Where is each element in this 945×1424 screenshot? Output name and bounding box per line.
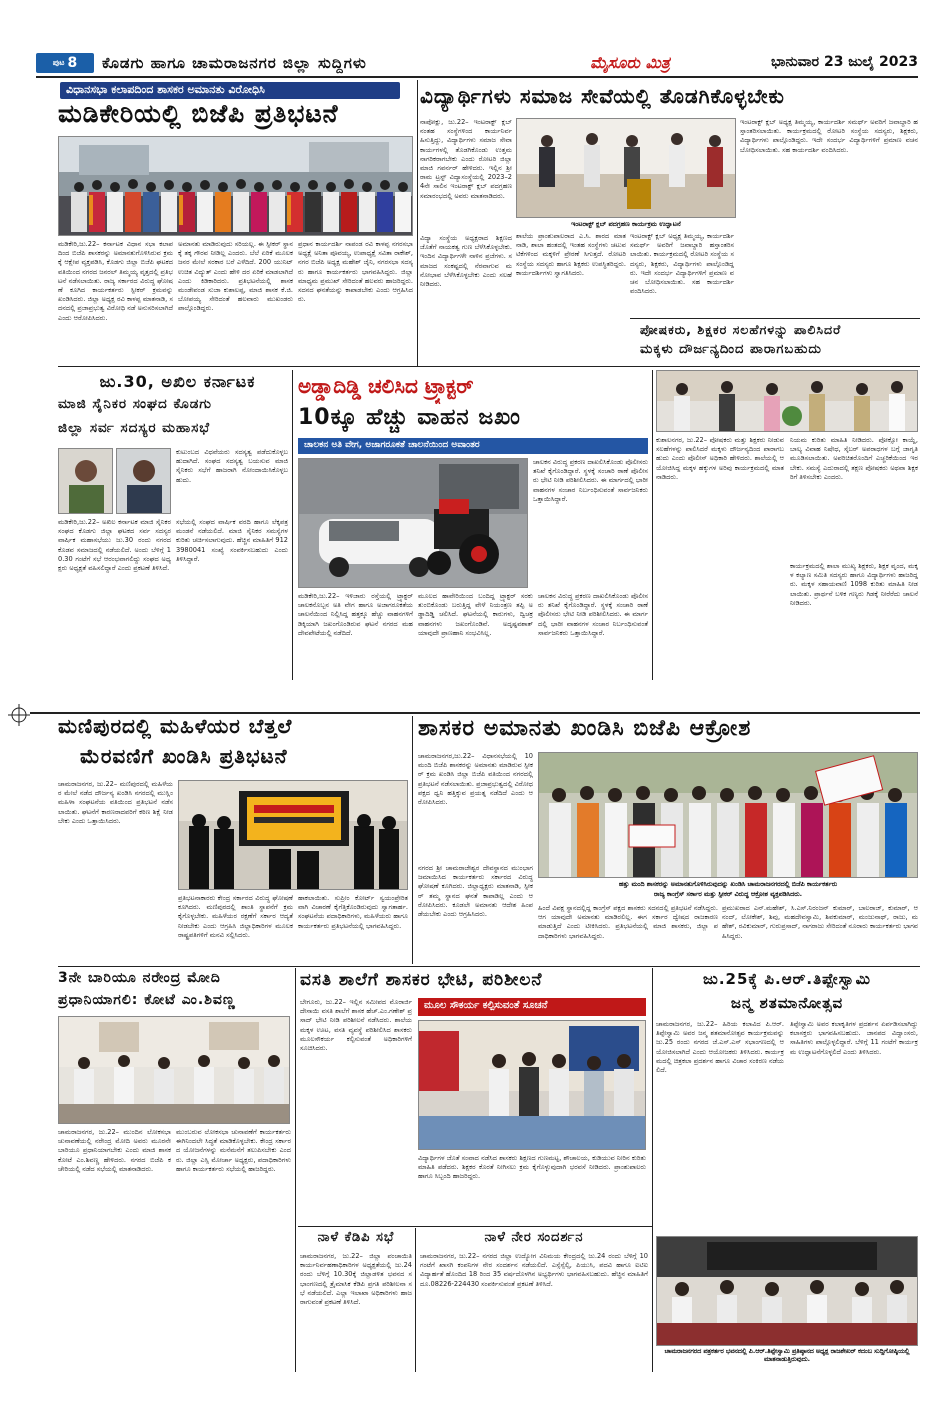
story3-headline-2: ಮಾಜಿ ಸೈನಿಕರ ಸಂಘದ ಕೊಡಗು (58, 396, 212, 412)
story4-body-c2: ಚಾಲಕನ ವಿರುದ್ಧ ಪ್ರಕರಣ ದಾಖಲಿಸಿಕೊಂಡು ಪೊಲೀಸರು ತನಿಖೆ ಕೈಗೊಂಡಿದ್ದಾರೆ. ಸ್ಥಳಕ್ಕೆ ಸಂಚಾರಿ ಠಾಣೆ ಪೊಲೀಸರು ಭೇಟಿ ನೀಡಿ ಪರಿಶೀಲಿಸಿದರು. ಈ ಮಾರ್ಗದಲ್ಲಿ ಭಾರೀ ವಾಹನಗಳ ಸಂಚಾರ ನಿರ್ಬಂಧಿಸುವಂತೆ ಸಾರ್ವಜನಿಕರು ಒತ್ತಾಯಿಸಿದ್ದಾರೆ. (538, 592, 648, 637)
story1-kicker: ವಿಧಾನಸಭಾ ಕಲಾಪದಿಂದ ಶಾಸಕರ ಅಮಾನತು ವಿರೋಧಿಸಿ (60, 82, 400, 99)
col-divider-2 (292, 370, 293, 680)
story4-subhead: ಚಾಲಕನ ಅತಿ ವೇಗ, ಅಜಾಗರೂಕತೆ ಚಾಲನೆಯಿಂದ ಅವಾಂತರ (298, 438, 648, 454)
story4-photo (298, 458, 528, 588)
story6-body-b: ಪ್ರತಿಭಟನಾಕಾರರು ಕೇಂದ್ರ ಸರ್ಕಾರದ ವಿರುದ್ಧ ಘೋಷಣೆ ಕೂಗಿದರು. ಮಣಿಪುರದಲ್ಲಿ ಶಾಂತಿ ಸ್ಥಾಪನೆಗೆ ಕ್ರಮ ಕೈಗೊಳ್ಳಬೇಕು. ಮಹಿಳೆಯರ ರಕ್ಷಣೆಗೆ ಸರ್ಕಾರ ಆದ್ಯತೆ ನೀಡಬೇಕು ಎಂದು ಆಗ್ರಹಿಸಿ ಜಿಲ್ಲಾಧಿಕಾರಿಗಳ ಮೂಲಕ ರಾಷ್ಟ್ರಪತಿಗಳಿಗೆ ಮನವಿ ಸಲ್ಲಿಸಿದರು. (178, 894, 293, 939)
story3-body-b: ಮಡಿಕೇರಿ,ಜು.22– ಅಖಿಲ ಕರ್ನಾಟಕ ಮಾಜಿ ಸೈನಿಕರ ಸಂಘದ ಕೊಡಗು ಜಿಲ್ಲಾ ಘಟಕದ ಸರ್ವ ಸದಸ್ಯರ ವಾರ್ಷಿಕ ಮಹಾಸಭೆಯು ಜು.30 ರಂದು ನಗರದ ಕೊಡವ ಸಮಾಜದಲ್ಲಿ ನಡೆಯಲಿದೆ. ಅಂದು ಬೆಳಿಗ್ಗೆ 10.30 ಗಂಟೆಗೆ ಸಭೆ ಆರಂಭವಾಗಲಿದ್ದು ಸಂಘದ ಅಧ್ಯಕ್ಷರು ಅಧ್ಯಕ್ಷತೆ ವಹಿಸಲಿದ್ದಾರೆ ಎಂದು ಪ್ರಕಟಣೆ ತಿಳಿಸಿದೆ. (58, 518, 171, 573)
col-divider-7 (652, 968, 653, 1372)
story3-body-a: ಕುಟುಂಬದ ವಿಧವೆಯರು ಸದಸ್ಯತ್ವ ಪಡೆದುಕೊಳ್ಳಬಹುದಾಗಿದೆ. ಸಂಘದ ಸದಸ್ಯತ್ವ ಬಯಸುವ ಮಾಜಿ ಸೈನಿಕರು ಸಭೆಗೆ ಹಾಜರಾಗಿ ನೋಂದಾಯಿಸಿಕೊಳ್ಳಬಹುದು. (176, 448, 288, 484)
portrait-image (117, 449, 171, 514)
bjp-meeting-image (59, 1017, 290, 1124)
story4-headline-1: ಅಡ್ಡಾದಿಡ್ಡಿ ಚಲಿಸಿದ ಟ್ರ್ಯಾಕ್ಟರ್ (298, 374, 474, 398)
story11-body: ಚಾಮರಾಜನಗರ, ಜು.22– ಜಿಲ್ಲಾ ಪಂಚಾಯಿತಿ ಕಾರ್ಯನಿರ್ವಹಣಾಧಿಕಾರಿಗಳ ಅಧ್ಯಕ್ಷತೆಯಲ್ಲಿ ಜು.24 ರಂದು ಬೆಳಿಗ್ಗೆ 10.30ಕ್ಕೆ ಜಿಲ್ಲಾಡಳಿತ ಭವನದ ಸಭಾಂಗಣದಲ್ಲಿ ತ್ರೈಮಾಸಿಕ ಕೆಡಿಪಿ ಪ್ರಗತಿ ಪರಿಶೀಲನಾ ಸಭೆ ನಡೆಯಲಿದೆ. ಎಲ್ಲಾ ಇಲಾಖಾ ಅಧಿಕಾರಿಗಳು ಹಾಜರಾಗುವಂತೆ ಪ್ರಕಟಣೆ ತಿಳಿಸಿದೆ. (300, 1252, 412, 1307)
color-bar-bottom (58, 1400, 118, 1408)
col-divider-3 (652, 370, 653, 680)
story9-photo (418, 1020, 646, 1150)
bjp-protest-image (539, 753, 918, 878)
section-rule-2 (58, 366, 920, 367)
story10-caption: ಚಾಮರಾಜನಗರದ ಪತ್ರಕರ್ತರ ಭವನದಲ್ಲಿ ಪಿ.ಆರ್.ತಿಪ್ಪೇಸ್ವಾಮಿ ಪ್ರತಿಷ್ಠಾನದ ಅಧ್ಯಕ್ಷ ರಾಜಶೇಖರ್ ಕದಂಬ ಸುದ್ದಿಗೋಷ್ಠಿಯಲ್ಲಿ ಮಾತನಾಡುತ್ತಿರುವುದು. (664, 1348, 910, 1363)
protest-crowd-image (59, 137, 413, 236)
page-label: ಪುಟ (52, 58, 65, 67)
story7-body-d: ಪ್ರಮುಖರಾದ ಎನ್.ಮಹೇಶ್, ಸಿ.ಎಸ್.ನಿರಂಜನ್ ಕುಮಾರ್, ಬಾಲರಾಜ್, ಕುಮಾರ್, ಆನಂದ್, ಲೋಕೇಶ್, ಶಿವು, ಮಹದೇವಸ್ವಾಮಿ, ಶಿವಕುಮಾರ್, ಮಂಜುನಾಥ್, ರಾಜು, ಮಹೇಶ್, ರವಿಕುಮಾರ್, ಗುರುಪ್ರಸಾದ್, ನಾಗರಾಜು ಸೇರಿದಂತೆ ನೂರಾರು ಕಾರ್ಯಕರ್ತರು ಭಾಗವಹಿಸಿದ್ದರು. (722, 904, 918, 940)
tractor-accident-image (299, 459, 528, 588)
registration-mark-icon (8, 704, 30, 726)
story9-subhead: ಮೂಲ ಸೌಕರ್ಯ ಕಲ್ಪಿಸುವಂತೆ ಸೂಚನೆ (418, 998, 646, 1016)
story1-photo (58, 136, 413, 236)
story2-body-d: ಇಂಟರಾಕ್ಟ್ ಕ್ಲಬ್ ಅಧ್ಯಕ್ಷ ತಿಮ್ಮಯ್ಯ, ಕಾರ್ಯದರ್ಶಿ ಸಮರ್ಥ್ ಅವರಿಗೆ ಜವಾಬ್ದಾರಿ ಹಸ್ತಾಂತರಿಸಲಾಯಿತು. ಕಾರ್ಯಕ್ರಮದಲ್ಲಿ ರೋಟರಿ ಸಂಸ್ಥೆಯ ಸದಸ್ಯರು, ಶಿಕ್ಷಕರು, ವಿದ್ಯಾರ್ಥಿಗಳು ಪಾಲ್ಗೊಂಡಿದ್ದರು. ಇದೇ ಸಂದರ್ಭ ವಿದ್ಯಾರ್ಥಿಗಳಿಗೆ ಪ್ರಮಾಣ ವಚನ ಬೋಧಿಸಲಾಯಿತು. ಸಹ ಕಾರ್ಯದರ್ಶಿ ವಂದಿಸಿದರು. (630, 232, 734, 296)
col-divider-5 (295, 968, 296, 1372)
story3-headline-1: ಜು.30, ಅಖಿಲ ಕರ್ನಾಟಕ (99, 372, 256, 391)
col-divider-6 (415, 1228, 416, 1372)
story1-body-col1: ಮಡಿಕೇರಿ,ಜು.22– ಕರ್ನಾಟಕ ವಿಧಾನ ಸಭಾ ಕಲಾಪದಿಂದ ಬಿಜೆಪಿ ಶಾಸಕರನ್ನು ಅಮಾನತುಗೊಳಿಸಿರುವ ಕ್ರಮಕ್ಕೆ ಆಕ್ಷೇಪ ವ್ಯಕ್ತಪಡಿಸಿ, ಕೊಡಗು ಜಿಲ್ಲಾ ಬಿಜೆಪಿ ಘಟಕದ ವತಿಯಿಂದ ನಗರದ ಜನರಲ್ ತಿಮ್ಮಯ್ಯ ವೃತ್ತದಲ್ಲಿ ಪ್ರತಿಭಟನೆ ನಡೆಸಲಾಯಿತು. ರಾಜ್ಯ ಸರ್ಕಾರದ ವಿರುದ್ಧ ಘೋಷಣೆ ಕೂಗಿದ ಕಾರ್ಯಕರ್ತರು ಸ್ಪೀಕರ್ ಕ್ರಮವನ್ನು ಖಂಡಿಸಿದರು. ಜಿಲ್ಲಾ ಅಧ್ಯಕ್ಷ ರವಿ ಕಾಳಪ್ಪ ಮಾತನಾಡಿ, ಸದನದಲ್ಲಿ ಪ್ರಜಾಪ್ರಭುತ್ವ ವಿರೋಧಿ ನಡೆ ಅನುಸರಿಸಲಾಗಿದೆ ಎಂದು ಆರೋಪಿಸಿದರು. (58, 240, 173, 322)
story7-caption-1: ಹತ್ತು ಮಂದಿ ಶಾಸಕರನ್ನು ಅಮಾನತುಗೊಳಿಸಿರುವುದನ್ನು ಖಂಡಿಸಿ ಚಾಮರಾಜನಗರದಲ್ಲಿ ಬಿಜೆಪಿ ಕಾರ್ಯಕರ್ತರು (618, 880, 838, 888)
story9-body-b: ವಿದ್ಯಾರ್ಥಿಗಳ ಜೊತೆ ಸಂವಾದ ನಡೆಸಿದ ಶಾಸಕರು ಶಿಕ್ಷಣದ ಗುಣಮಟ್ಟ, ಶೌಚಾಲಯ, ಕುಡಿಯುವ ನೀರಿನ ಕುರಿತು ಮಾಹಿತಿ ಪಡೆದರು. ಶಿಕ್ಷಕರ ಕೊರತೆ ನೀಗಿಸಲು ಕ್ರಮ ಕೈಗೊಳ್ಳುವುದಾಗಿ ಭರವಸೆ ನೀಡಿದರು. ಪ್ರಾಂಶುಪಾಲರು ಹಾಗೂ ಸಿಬ್ಬಂದಿ ಹಾಜರಿದ್ದರು. (418, 1154, 646, 1181)
story12-body: ಚಾಮರಾಜನಗರ, ಜು.22– ನಗರದ ಜಿಲ್ಲಾ ಉದ್ಯೋಗ ವಿನಿಮಯ ಕೇಂದ್ರದಲ್ಲಿ ಜು.24 ರಂದು ಬೆಳಿಗ್ಗೆ 10 ಗಂಟೆಗೆ ಖಾಸಗಿ ಕಂಪನಿಗಳ ನೇರ ಸಂದರ್ಶನ ನಡೆಯಲಿದೆ. ಎಸ್ಸೆಸ್ಸೆಲ್ಸಿ, ಪಿಯುಸಿ, ಪದವಿ ಹಾಗೂ ಐಟಿಐ ವಿದ್ಯಾರ್ಹತೆ ಹೊಂದಿದ 18 ರಿಂದ 35 ವರ್ಷದೊಳಗಿನ ಅಭ್ಯರ್ಥಿಗಳು ಭಾಗವಹಿಸಬಹುದು. ಹೆಚ್ಚಿನ ಮಾಹಿತಿಗೆ ದೂ.08226-224430 ಸಂಪರ್ಕಿಸುವಂತೆ ಪ್ರಕಟಣೆ ತಿಳಿಸಿದೆ. (420, 1252, 648, 1288)
story7-photo (538, 752, 918, 878)
story5-headline-2: ಮಕ್ಕಳು ದೌರ್ಜನ್ಯದಿಂದ ಪಾರಾಗಬಹುದು (640, 342, 822, 357)
story7-body-b: ನಗರದ ಶ್ರೀ ಚಾಮರಾಜೇಶ್ವರ ದೇವಸ್ಥಾನದ ಮುಂಭಾಗ ಜಮಾಯಿಸಿದ ಕಾರ್ಯಕರ್ತರು ಸರ್ಕಾರದ ವಿರುದ್ಧ ಘೋಷಣೆ ಕೂಗಿದರು. ಜಿಲ್ಲಾಧ್ಯಕ್ಷರು ಮಾತನಾಡಿ, ಸ್ಪೀಕರ್ ತಮ್ಮ ಸ್ಥಾನದ ಘನತೆ ಕಾಪಾಡಿಲ್ಲ ಎಂದು ಆರೋಪಿಸಿದರು. ಕೂಡಲೇ ಅಮಾನತು ಆದೇಶ ಹಿಂಪಡೆಯಬೇಕು ಎಂದು ಆಗ್ರಹಿಸಿದರು. (418, 864, 533, 919)
story2-body-b: ವಿದ್ಯಾ ಸಂಸ್ಥೆಯ ಅಧ್ಯಕ್ಷರಾದ ಶಿಕ್ಷಣದ ಜೊತೆಗೆ ನಾಯಕತ್ವ ಗುಣ ಬೆಳೆಸಿಕೊಳ್ಳಬೇಕು. ಇಂದಿನ ವಿದ್ಯಾರ್ಥಿಗಳೇ ನಾಳಿನ ಪ್ರಜೆಗಳು. ಸಮಾಜದ ಸಂಕಷ್ಟದಲ್ಲಿ ನೆರವಾಗುವ ಮನೋಭಾವ ಬೆಳೆಸಿಕೊಳ್ಳಬೇಕು ಎಂದು ಸಲಹೆ ನೀಡಿದರು. (420, 234, 512, 289)
story3-headline-3: ಜಿಲ್ಲಾ ಸರ್ವ ಸದಸ್ಯರ ಮಹಾಸಭೆ (58, 420, 211, 436)
masthead: ಮೈಸೂರು ಮಿತ್ರ (590, 53, 670, 72)
portrait-image (59, 449, 113, 514)
story2-body-c: ಶಾಲೆಯ ಪ್ರಾಂಶುಪಾಲರಾದ ಎ.ಸಿ. ಶಾರದ ಮಾತನಾಡಿ, ಶಾಲಾ ಹಂತದಲ್ಲಿ ಇಂತಹ ಸಂಸ್ಥೆಗಳು ಚಟುವಟಿಕೆಗಳಿಂದ ಮಕ್ಕಳಿಗೆ ಪ್ರೇರಣೆ ಸಿಗುತ್ತದೆ. ರೋಟರಿ ಸಂಸ್ಥೆಯ ಸದಸ್ಯರು ಹಾಗೂ ಶಿಕ್ಷಕರು ಉಪಸ್ಥಿತರಿದ್ದರು. ಕಾರ್ಯದರ್ಶಿಗಳು ಸ್ವಾಗತಿಸಿದರು. (516, 232, 626, 277)
story5-body-c: ಕಾರ್ಯಕ್ರಮದಲ್ಲಿ ಶಾಲಾ ಮುಖ್ಯ ಶಿಕ್ಷಕರು, ಶಿಕ್ಷಕ ವೃಂದ, ಮಕ್ಕಳ ಕಲ್ಯಾಣ ಸಮಿತಿ ಸದಸ್ಯರು ಹಾಗೂ ವಿದ್ಯಾರ್ಥಿಗಳು ಹಾಜರಿದ್ದರು. ಮಕ್ಕಳ ಸಹಾಯವಾಣಿ 1098 ಕುರಿತು ಮಾಹಿತಿ ನೀಡಲಾಯಿತು. ಪ್ರಾರ್ಥನೆ ಬಳಿಕ ಗಣ್ಯರು ಗಿಡಕ್ಕೆ ನೀರೆರೆದು ಚಾಲನೆ ನೀಡಿದರು. (790, 562, 918, 607)
story3-body-c: ಸಭೆಯಲ್ಲಿ ಸಂಘದ ವಾರ್ಷಿಕ ವರದಿ ಹಾಗೂ ಲೆಕ್ಕಪತ್ರ ಮಂಡನೆ ನಡೆಯಲಿದೆ. ಮಾಜಿ ಸೈನಿಕರ ಸಮಸ್ಯೆಗಳ ಕುರಿತು ಚರ್ಚಿಸಲಾಗುವುದು. ಹೆಚ್ಚಿನ ಮಾಹಿತಿಗೆ 9123980041 ಸಂಖ್ಯೆ ಸಂಪರ್ಕಿಸಬಹುದು ಎಂದು ತಿಳಿಸಿದ್ದಾರೆ. (176, 518, 288, 563)
story2-photo (516, 118, 736, 218)
story8-headline-2: ಪ್ರಧಾನಿಯಾಗಲಿ: ಕೋಟೆ ಎಂ.ಶಿವಣ್ಣ (58, 992, 236, 1008)
page-number-badge (36, 53, 94, 73)
story5-body-a: ಕುಶಾಲನಗರ, ಜು.22– ಪೋಷಕರು ಮತ್ತು ಶಿಕ್ಷಕರು ನೀಡುವ ಸಲಹೆಗಳನ್ನು ಪಾಲಿಸಿದರೆ ಮಕ್ಕಳು ದೌರ್ಜನ್ಯದಿಂದ ಪಾರಾಗಬಹುದು ಎಂದು ಪೊಲೀಸ್ ಅಧಿಕಾರಿ ಹೇಳಿದರು. ಶಾಲೆಯಲ್ಲಿ ಆಯೋಜಿಸಿದ್ದ ಮಕ್ಕಳ ಹಕ್ಕುಗಳ ಅರಿವು ಕಾರ್ಯಕ್ರಮದಲ್ಲಿ ಮಾತನಾಡಿದರು. (656, 436, 784, 481)
page-number: 8 (67, 55, 78, 71)
story12-headline: ನಾಳೆ ನೇರ ಸಂದರ್ಶನ (484, 1230, 584, 1245)
color-bar-bottom-right (850, 1400, 910, 1408)
story7-headline: ಶಾಸಕರ ಅಮಾನತು ಖಂಡಿಸಿ ಬಿಜೆಪಿ ಆಕ್ರೋಶ (418, 716, 752, 741)
story5-photo (656, 370, 918, 432)
story8-body-b: ಮುಂಬರುವ ಲೋಕಸಭಾ ಚುನಾವಣೆಗೆ ಕಾರ್ಯಕರ್ತರು ಈಗಿನಿಂದಲೇ ಸಿದ್ಧತೆ ಮಾಡಿಕೊಳ್ಳಬೇಕು. ಕೇಂದ್ರ ಸರ್ಕಾರದ ಯೋಜನೆಗಳನ್ನು ಮನೆಮನೆಗೆ ತಲುಪಿಸಬೇಕು ಎಂದರು. ಜಿಲ್ಲಾ ಎಸ್ಸಿ ಮೋರ್ಚಾ ಅಧ್ಯಕ್ಷರು, ಪದಾಧಿಕಾರಿಗಳು ಹಾಗೂ ಕಾರ್ಯಕರ್ತರು ಸಭೆಯಲ್ಲಿ ಹಾಜರಿದ್ದರು. (176, 1128, 291, 1173)
story10-body-b: ತಿಪ್ಪೇಸ್ವಾಮಿ ಅವರ ಕಲಾಕೃತಿಗಳ ಪ್ರದರ್ಶನ ಏರ್ಪಡಿಸಲಾಗಿದ್ದು ಕಲಾಸಕ್ತರು ಭಾಗವಹಿಸಬಹುದು. ಜಾನಪದ ವಿದ್ವಾಂಸರು, ಸಾಹಿತಿಗಳು ಪಾಲ್ಗೊಳ್ಳಲಿದ್ದಾರೆ. ಬೆಳಿಗ್ಗೆ 11 ಗಂಟೆಗೆ ಕಾರ್ಯಕ್ರಮ ಉದ್ಘಾಟನೆಗೊಳ್ಳಲಿದೆ ಎಂದು ತಿಳಿಸಿದರು. (790, 1020, 918, 1056)
story10-body-a: ಚಾಮರಾಜನಗರ, ಜು.22– ಹಿರಿಯ ಕಲಾವಿದ ಪಿ.ಆರ್.ತಿಪ್ಪೇಸ್ವಾಮಿ ಅವರ ಜನ್ಮ ಶತಮಾನೋತ್ಸವ ಕಾರ್ಯಕ್ರಮವನ್ನು ಜು.25 ರಂದು ನಗರದ ಜೆ.ಎಸ್.ಎಸ್ ಸಭಾಂಗಣದಲ್ಲಿ ಆಯೋಜಿಸಲಾಗಿದೆ ಎಂದು ಆಯೋಜಕರು ತಿಳಿಸಿದರು. ಕಾರ್ಯಕ್ರಮದಲ್ಲಿ ಚಿತ್ರಕಲಾ ಪ್ರದರ್ಶನ ಹಾಗೂ ವಿಚಾರ ಸಂಕಿರಣ ನಡೆಯಲಿದೆ. (656, 1020, 784, 1075)
school-visit-image (419, 1021, 646, 1150)
story6-headline-1: ಮಣಿಪುರದಲ್ಲಿ ಮಹಿಳೆಯರ ಬೆತ್ತಲೆ (58, 714, 293, 738)
story10-headline-1: ಜು.25ಕ್ಕೆ ಪಿ.ಆರ್.ತಿಪ್ಪೇಸ್ವಾಮಿ (702, 970, 872, 988)
col-divider-4 (412, 716, 413, 964)
story5-headline-1: ಪೋಷಕರು, ಶಿಕ್ಷಕರ ಸಲಹೆಗಳನ್ನು ಪಾಲಿಸಿದರೆ (640, 322, 842, 337)
story10-headline-2: ಜನ್ಮ ಶತಮಾನೋತ್ಸವ (730, 994, 844, 1012)
section-rule-1 (630, 318, 920, 319)
story7-body-a: ಚಾಮರಾಜನಗರ,ಜು.22– ವಿಧಾನಸಭೆಯಲ್ಲಿ 10 ಮಂದಿ ಬಿಜೆಪಿ ಶಾಸಕರನ್ನು ಅಮಾನತು ಮಾಡಿರುವ ಸ್ಪೀಕರ್ ಕ್ರಮ ಖಂಡಿಸಿ ಜಿಲ್ಲಾ ಬಿಜೆಪಿ ವತಿಯಿಂದ ನಗರದಲ್ಲಿ ಪ್ರತಿಭಟನೆ ನಡೆಸಲಾಯಿತು. ಪ್ರಜಾಪ್ರಭುತ್ವದಲ್ಲಿ ವಿರೋಧ ಪಕ್ಷದ ಧ್ವನಿ ಹತ್ತಿಕ್ಕುವ ಪ್ರಯತ್ನ ನಡೆದಿದೆ ಎಂದು ಆರೋಪಿಸಿದರು. (418, 752, 533, 807)
issue-date: ಭಾನುವಾರ 23 ಜುಲೈ 2023 (771, 54, 918, 70)
story4-body-c: ಚಾಲಕನ ವಿರುದ್ಧ ಪ್ರಕರಣ ದಾಖಲಿಸಿಕೊಂಡು ಪೊಲೀಸರು ತನಿಖೆ ಕೈಗೊಂಡಿದ್ದಾರೆ. ಸ್ಥಳಕ್ಕೆ ಸಂಚಾರಿ ಠಾಣೆ ಪೊಲೀಸರು ಭೇಟಿ ನೀಡಿ ಪರಿಶೀಲಿಸಿದರು. ಈ ಮಾರ್ಗದಲ್ಲಿ ಭಾರೀ ವಾಹನಗಳ ಸಂಚಾರ ನಿರ್ಬಂಧಿಸುವಂತೆ ಸಾರ್ವಜನಿಕರು ಒತ್ತಾಯಿಸಿದ್ದಾರೆ. (533, 458, 648, 503)
story6-body-c: ಹಾಕಲಾಯಿತು. ಸುಪ್ರೀಂ ಕೋರ್ಟ್ ಸ್ವಯಂಪ್ರೇರಿತವಾಗಿ ವಿಚಾರಣೆ ಕೈಗೆತ್ತಿಕೊಂಡಿರುವುದು ಸ್ವಾಗತಾರ್ಹ. ಸಂಘಟನೆಯ ಪದಾಧಿಕಾರಿಗಳು, ಮಹಿಳೆಯರು ಹಾಗೂ ಕಾರ್ಯಕರ್ತರು ಪ್ರತಿಭಟನೆಯಲ್ಲಿ ಭಾಗವಹಿಸಿದ್ದರು. (298, 894, 408, 930)
story1-body-col2: ಅಮಾನತು ಮಾಡಿರುವುದು ಸರಿಯಲ್ಲ. ಈ ಸ್ಪೀಕರ್ ಸ್ಥಾನಕ್ಕೆ ತಕ್ಕ ಗೌರವ ನೀಡಿಲ್ಲ ಎಂದರು. ಬೆಲೆ ಏರಿಕೆ ಮೂಲಕ ಜನರ ಮೇಲೆ ಸರಕಾರ ಬರೆ ಎಳೆದಿದೆ. 200 ಯುನಿಟ್ ಉಚಿತ ವಿದ್ಯುತ್ ಎಂದು ಹೇಳಿ ದರ ಏರಿಕೆ ಮಾಡಲಾಗಿದೆ ಎಂದು ಕಿಡಿಕಾರಿದರು. ಪ್ರತಿಭಟನೆಯಲ್ಲಿ ಶಾಸಕ ಮಂಡೇಪಂಡ ಸುಜಾ ಕುಶಾಲಪ್ಪ, ಮಾಜಿ ಶಾಸಕ ಕೆ.ಜಿ.ಬೋಪಯ್ಯ ಸೇರಿದಂತೆ ಹಲವಾರು ಮುಖಂಡರು ಪಾಲ್ಗೊಂಡಿದ್ದರು. (178, 240, 293, 313)
header-rule (36, 76, 918, 78)
story8-body-a: ಚಾಮರಾಜನಗರ, ಜು.22– ಮುಂದಿನ ಲೋಕಸಭಾ ಚುನಾವಣೆಯಲ್ಲಿ ನರೇಂದ್ರ ಮೋದಿ ಅವರು ಮೂರನೇ ಬಾರಿಯೂ ಪ್ರಧಾನಿಯಾಗಬೇಕು ಎಂದು ಮಾಜಿ ಶಾಸಕ ಕೋಟೆ ಎಂ.ಶಿವಣ್ಣ ಹೇಳಿದರು. ನಗರದ ಬಿಜೆಪಿ ಕಚೇರಿಯಲ್ಲಿ ನಡೆದ ಸಭೆಯಲ್ಲಿ ಮಾತನಾಡಿದರು. (58, 1128, 171, 1173)
story5-body-b: ನಿಯಮ ಕುರಿತು ಮಾಹಿತಿ ನೀಡಿದರು. ಪೋಕ್ಸೋ ಕಾಯ್ದೆ, ಬಾಲ್ಯ ವಿವಾಹ ನಿಷೇಧ, ಸೈಬರ್ ಅಪರಾಧಗಳ ಬಗ್ಗೆ ಜಾಗೃತಿ ಮೂಡಿಸಲಾಯಿತು. ಅಪರಿಚಿತರೊಂದಿಗೆ ಎಚ್ಚರಿಕೆಯಿಂದ ಇರಬೇಕು. ಸಮಸ್ಯೆ ಎದುರಾದಲ್ಲಿ ತಕ್ಷಣ ಪೋಷಕರು ಅಥವಾ ಶಿಕ್ಷಕರಿಗೆ ತಿಳಿಸಬೇಕು ಎಂದರು. (790, 436, 918, 481)
awareness-program-image (657, 371, 918, 432)
story3-photo-2 (116, 448, 171, 514)
story2-body-a: ನಾಪೋಕ್ಲು, ಜು.22– ಇಂಟರಾಕ್ಟ್ ಕ್ಲಬ್ ನಂತಹ ಸಂಸ್ಥೆಗಳಿಂದ ಕಾರ್ಯನಿರ್ವಹಿಸುತ್ತಿದ್ದು, ವಿದ್ಯಾರ್ಥಿಗಳು ಸಮಾಜ ಸೇವಾ ಕಾರ್ಯಗಳಲ್ಲಿ ತೊಡಗಿಕೊಂಡು ಉತ್ತಮ ನಾಗರಿಕರಾಗಬೇಕು ಎಂದು ರೋಟರಿ ಜಿಲ್ಲಾ ಮಾಜಿ ಗವರ್ನರ್ ಹೇಳಿದರು. ಇಲ್ಲಿನ ಶ್ರೀ ರಾಮ ಟ್ರಸ್ಟ್ ವಿದ್ಯಾಸಂಸ್ಥೆಯಲ್ಲಿ 2023–24ನೇ ಸಾಲಿನ ಇಂಟರಾಕ್ಟ್ ಕ್ಲಬ್ ಪದಗ್ರಹಣ ಸಮಾರಂಭದಲ್ಲಿ ಅವರು ಮಾತನಾಡಿದರು. (420, 118, 512, 200)
story1-headline: ಮಡಿಕೇರಿಯಲ್ಲಿ ಬಿಜೆಪಿ ಪ್ರತಿಭಟನೆ (58, 99, 339, 128)
story1-body-col3: ಪ್ರಧಾನ ಕಾರ್ಯದರ್ಶಿ ನಾಪಂಡ ರವಿ ಕಾಳಪ್ಪ ನಗರಸಭಾ ಅಧ್ಯಕ್ಷೆ ಅನಿತಾ ಪೂವಯ್ಯ, ಉಪಾಧ್ಯಕ್ಷೆ ಸವಿತಾ ರಾಕೇಶ್, ನಗರ ಬಿಜೆಪಿ ಅಧ್ಯಕ್ಷ ಮಹೇಶ್ ಜೈನಿ, ನಗರಸಭಾ ಸದಸ್ಯರು ಹಾಗೂ ಕಾರ್ಯಕರ್ತರು ಭಾಗವಹಿಸಿದ್ದರು. ಜಿಲ್ಲಾ ಮಾಧ್ಯಮ ಪ್ರಮುಖ್ ಸೇರಿದಂತೆ ಹಲವರು ಹಾಜರಿದ್ದರು. ಸದನದ ಘನತೆಯನ್ನು ಕಾಪಾಡಬೇಕು ಎಂದು ಆಗ್ರಹಿಸಿದರು. (298, 240, 413, 304)
story3-photo-1 (58, 448, 113, 514)
section-rule-5 (298, 1226, 652, 1227)
story7-body-c: ಹಿಂದೆ ವಿಪಕ್ಷ ಸ್ಥಾನದಲ್ಲಿದ್ದ ಕಾಂಗ್ರೆಸ್ ಪಕ್ಷದ ಶಾಸಕರು ಸದನದಲ್ಲಿ ಪ್ರತಿಭಟನೆ ನಡೆಸಿದ್ದರು. ಆಗ ಯಾವುದೇ ಅಮಾನತು ಮಾಡಿರಲಿಲ್ಲ. ಈಗ ಸರ್ಕಾರ ದ್ವೇಷದ ರಾಜಕಾರಣ ಮಾಡುತ್ತಿದೆ ಎಂದು ಟೀಕಿಸಿದರು. ಪ್ರತಿಭಟನೆಯಲ್ಲಿ ಮಾಜಿ ಶಾಸಕರು, ಜಿಲ್ಲಾ ಪದಾಧಿಕಾರಿಗಳು ಭಾಗವಹಿಸಿದ್ದರು. (538, 904, 718, 940)
page-header (30, 50, 920, 76)
story4-body-b: ಮೂಲದ ಹಾವೇರಿಯಿಂದ ಬಂದಿದ್ದ ಟ್ರ್ಯಾಕ್ಟರ್ ಸರಕು ತುಂಬಿಕೊಂಡು ಬರುತ್ತಿದ್ದ ವೇಳೆ ನಿಯಂತ್ರಣ ತಪ್ಪಿ ಅಡ್ಡಾದಿಡ್ಡಿ ಚಲಿಸಿದೆ. ಘಟನೆಯಲ್ಲಿ ಕಾರುಗಳು, ದ್ವಿಚಕ್ರ ವಾಹನಗಳು ಜಖಂಗೊಂಡಿವೆ. ಅದೃಷ್ಟವಶಾತ್ ಯಾವುದೇ ಪ್ರಾಣಹಾನಿ ಸಂಭವಿಸಿಲ್ಲ. (418, 592, 533, 637)
story4-headline-2: 10ಕ್ಕೂ ಹೆಚ್ಚು ವಾಹನ ಜಖಂ (298, 405, 521, 430)
story2-caption: ಇಂಟರಾಕ್ಟ್ ಕ್ಲಬ್ ಪದಗ್ರಹಣ ಕಾರ್ಯಕ್ರಮ ಉದ್ಘಾಟನೆ (571, 220, 681, 228)
section-title: ಕೊಡಗು ಹಾಗೂ ಚಾಮರಾಜನಗರ ಜಿಲ್ಲಾ ಸುದ್ದಿಗಳು (102, 54, 367, 72)
story10-photo (656, 1236, 918, 1346)
story11-headline: ನಾಳೆ ಕೆಡಿಪಿ ಸಭೆ (317, 1230, 395, 1245)
story6-photo (178, 780, 408, 890)
story7-caption-2: ರಾಜ್ಯ ಕಾಂಗ್ರೆಸ್ ಸರ್ಕಾರ ಮತ್ತು ಸ್ಪೀಕರ್ ವಿರುದ್ಧ ಆಕ್ರೋಶ ವ್ಯಕ್ತಪಡಿಸಿದರು. (653, 890, 803, 898)
story6-headline-2: ಮೆರವಣಿಗೆ ಖಂಡಿಸಿ ಪ್ರತಿಭಟನೆ (80, 744, 288, 768)
col-divider-1 (417, 80, 418, 366)
story9-body-a: ಬೇಗೂರು, ಜು.22– ಇಲ್ಲಿನ ಸಮೀಪದ ಮೊರಾರ್ಜಿ ದೇಸಾಯಿ ವಸತಿ ಶಾಲೆಗೆ ಶಾಸಕ ಹೆಚ್.ಎಂ.ಗಣೇಶ್ ಪ್ರಸಾದ್ ಭೇಟಿ ನೀಡಿ ಪರಿಶೀಲನೆ ನಡೆಸಿದರು. ಶಾಲೆಯ ಮಕ್ಕಳ ಊಟ, ವಸತಿ ವ್ಯವಸ್ಥೆ ಪರಿಶೀಲಿಸಿದ ಶಾಸಕರು ಮೂಲಸೌಕರ್ಯ ಕಲ್ಪಿಸುವಂತೆ ಅಧಿಕಾರಿಗಳಿಗೆ ಸೂಚಿಸಿದರು. (300, 998, 412, 1053)
story8-headline-1: 3ನೇ ಬಾರಿಯೂ ನರೇಂದ್ರ ಮೋದಿ (58, 970, 221, 986)
story2-headline: ವಿದ್ಯಾರ್ಥಿಗಳು ಸಮಾಜ ಸೇವೆಯಲ್ಲಿ ತೊಡಗಿಕೊಳ್ಳಬೇಕು (420, 84, 785, 108)
story2-body-d2: ಇಂಟರಾಕ್ಟ್ ಕ್ಲಬ್ ಅಧ್ಯಕ್ಷ ತಿಮ್ಮಯ್ಯ, ಕಾರ್ಯದರ್ಶಿ ಸಮರ್ಥ್ ಅವರಿಗೆ ಜವಾಬ್ದಾರಿ ಹಸ್ತಾಂತರಿಸಲಾಯಿತು. ಕಾರ್ಯಕ್ರಮದಲ್ಲಿ ರೋಟರಿ ಸಂಸ್ಥೆಯ ಸದಸ್ಯರು, ಶಿಕ್ಷಕರು, ವಿದ್ಯಾರ್ಥಿಗಳು ಪಾಲ್ಗೊಂಡಿದ್ದರು. ಇದೇ ಸಂದರ್ಭ ವಿದ್ಯಾರ್ಥಿಗಳಿಗೆ ಪ್ರಮಾಣ ವಚನ ಬೋಧಿಸಲಾಯಿತು. ಸಹ ಕಾರ್ಯದರ್ಶಿ ವಂದಿಸಿದರು. (740, 118, 918, 154)
story6-body-a: ಚಾಮರಾಜನಗರ, ಜು.22– ಮಣಿಪುರದಲ್ಲಿ ಮಹಿಳೆಯರ ಮೇಲೆ ನಡೆದ ದೌರ್ಜನ್ಯ ಖಂಡಿಸಿ ನಗರದಲ್ಲಿ ಮುಸ್ಲಿಂ ಮಹಿಳಾ ಸಂಘಟನೆಯ ವತಿಯಿಂದ ಪ್ರತಿಭಟನೆ ನಡೆಸಲಾಯಿತು. ಘಟನೆಗೆ ಕಾರಣರಾದವರಿಗೆ ಕಠಿಣ ಶಿಕ್ಷೆ ನೀಡಬೇಕು ಎಂದು ಒತ್ತಾಯಿಸಿದರು. (58, 780, 173, 825)
story9-headline: ವಸತಿ ಶಾಲೆಗೆ ಶಾಸಕರ ಭೇಟಿ, ಪರಿಶೀಲನೆ (300, 970, 543, 990)
interact-club-event-image (517, 119, 736, 218)
manipur-protest-image (179, 781, 408, 890)
press-meet-image (657, 1237, 918, 1346)
story4-body-a: ಮಡಿಕೇರಿ,ಜು.22– ಇಳಿಜಾರು ರಸ್ತೆಯಲ್ಲಿ ಟ್ರ್ಯಾಕ್ಟರ್ ಚಾಲಕನೊಬ್ಬನ ಅತಿ ವೇಗ ಹಾಗೂ ಅಜಾಗರೂಕತೆಯ ಚಾಲನೆಯಿಂದ ನಿಲ್ಲಿಸಿದ್ದ ಹತ್ತಕ್ಕೂ ಹೆಚ್ಚು ವಾಹನಗಳಿಗೆ ಡಿಕ್ಕಿಯಾಗಿ ಜಖಂಗೊಂಡಿರುವ ಘಟನೆ ನಗರದ ಮಹದೇವಪೇಟೆಯಲ್ಲಿ ನಡೆದಿದೆ. (298, 592, 413, 637)
section-rule-4 (58, 966, 920, 967)
story8-photo (58, 1016, 290, 1124)
